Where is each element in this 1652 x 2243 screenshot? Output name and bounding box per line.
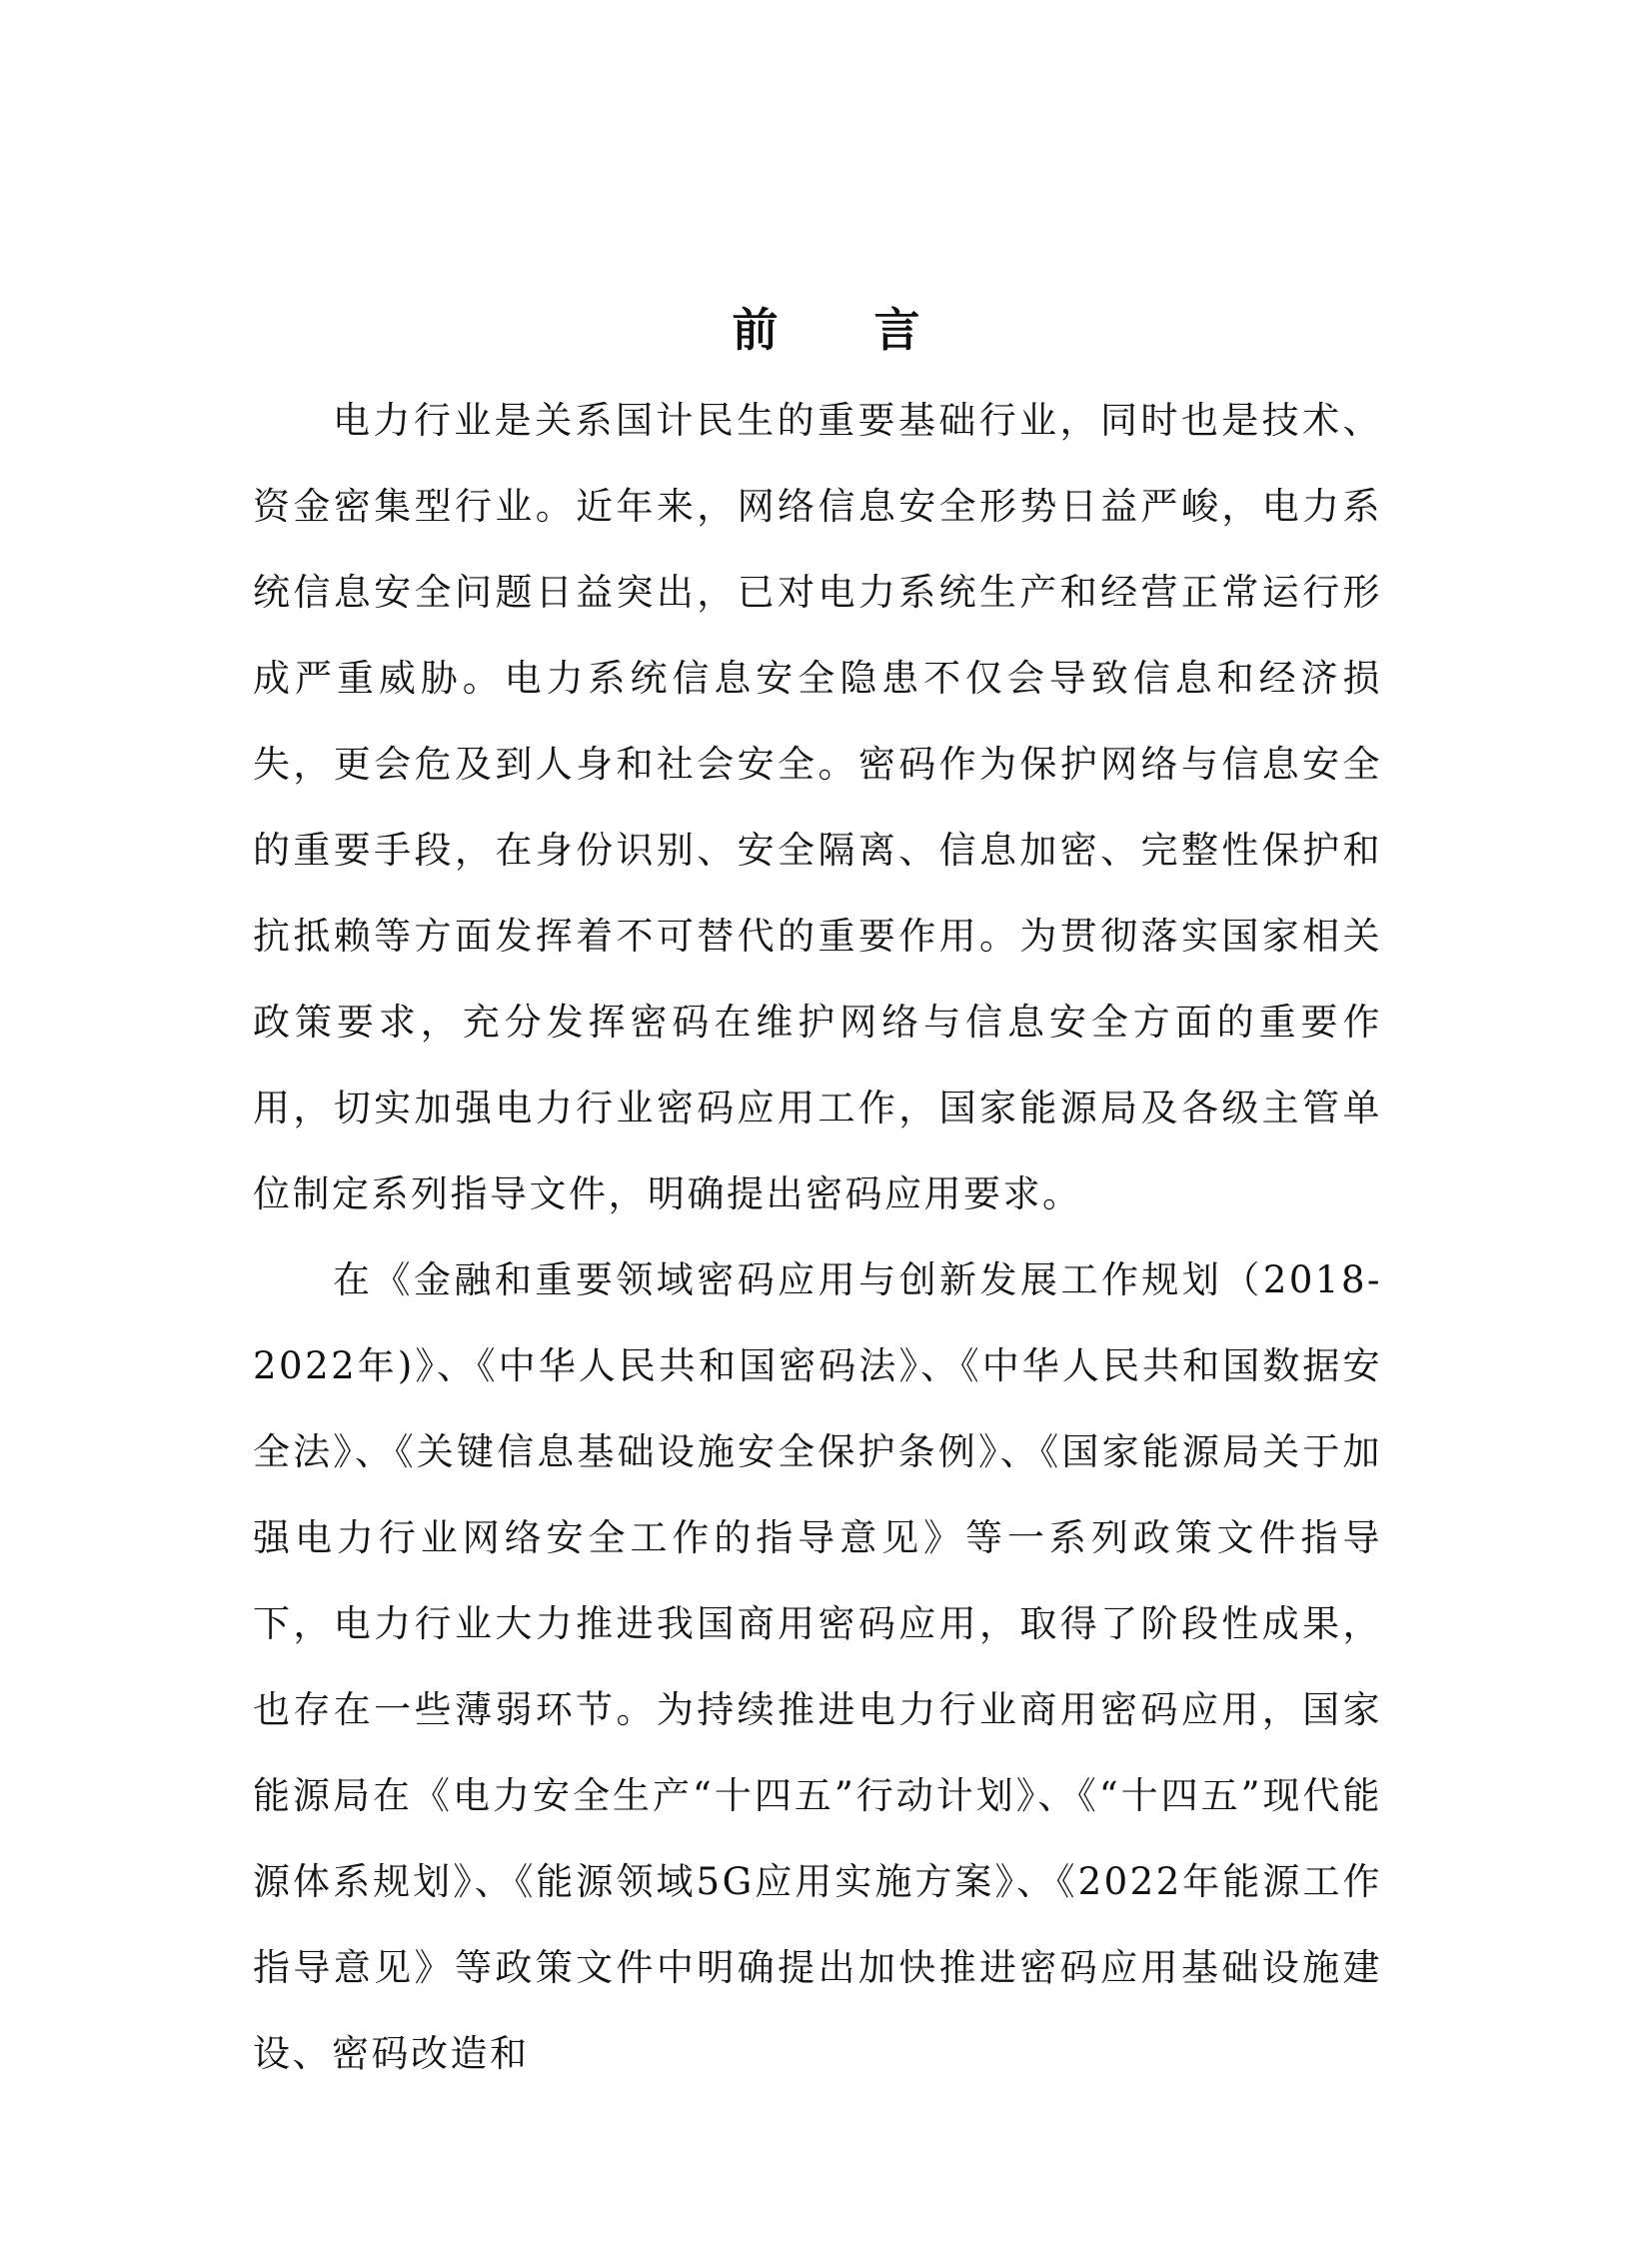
body-text <box>253 378 1382 2097</box>
paragraph-intro: 电力行业是关系国计民生的重要基础行业，同时也是技术、资金密集型行业。近年来，网络信息安全形势日益严峻，电力系统信息安全问题日益突出，已对电力系统生产和经营正常运行形成严重威胁。电力系统信息安全隐患不仅会导致信息和经济损失，更会危及到人身和社会安全。密码作为保护网络与信息安全的重要手段，在身份识别、安全隔离、信息加密、完整性保护和抗抵赖等方面发挥着不可替代的重要作用。为贯彻落实国家相关政策要求，充分发挥密码在维护网络与信息安全方面的重要作用，切实加强电力行业密码应用工作，国家能源局及各级主管单位制定系列指导文件，明确提出密码应用要求。 <box>253 399 1382 1215</box>
page-title: 前 言 <box>732 303 960 357</box>
paragraph-policy: 在《金融和重要领域密码应用与创新发展工作规划（2018-2022年)》、《中华人民共和国密码法》、《中华人民共和国数据安全法》、《关键信息基础设施安全保护条例》、《国家能源局关于加强电力行业网络安全工作的指导意见》等一系列政策文件指导下，电力行业大力推进我国商用密码应用，取得了阶段性成果，也存在一些薄弱环节。为持续推进电力行业商用密码应用，国家能源局在《电力安全生产“十四五”行动计划》、《“十四五”现代能源体系规划》、《能源领域5G应用实施方案》、《2022年能源工作指导意见》等政策文件中明确提出加快推进密码应用基础设施建设、密码改造和 <box>253 1258 1382 2075</box>
